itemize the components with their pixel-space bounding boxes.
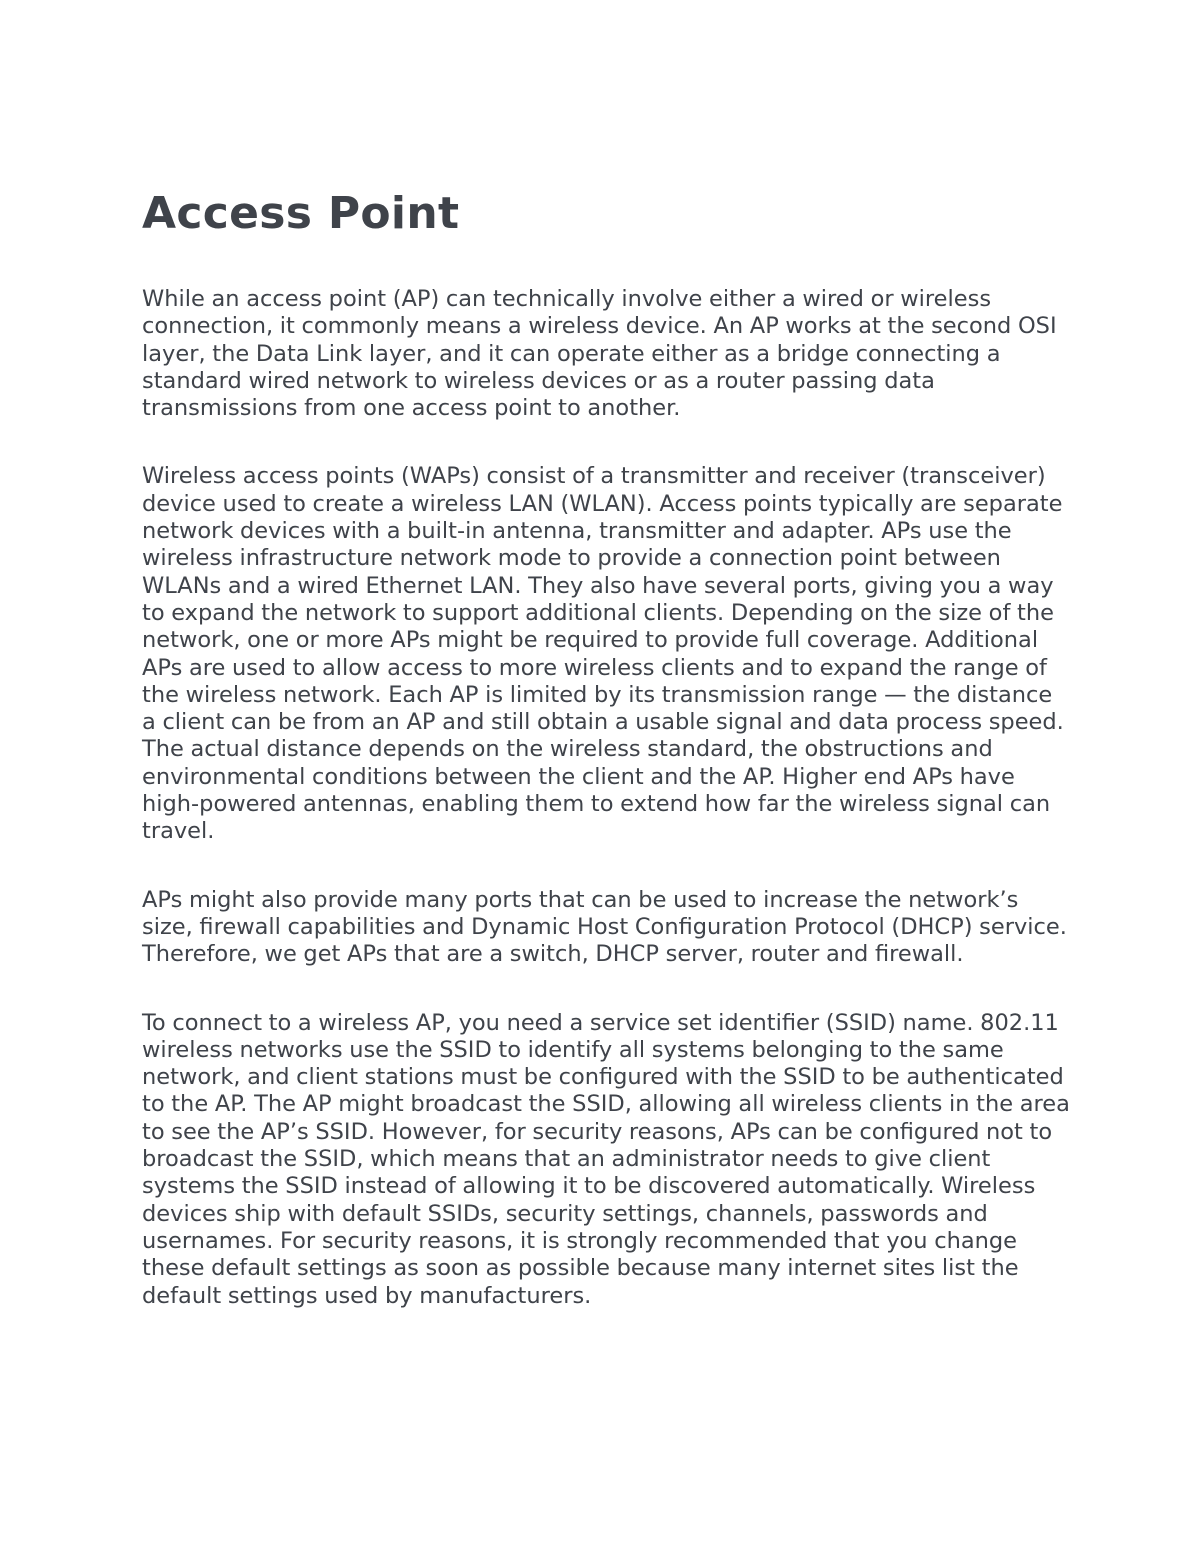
document-body (142, 186, 1072, 1310)
document-title: Access Point (142, 188, 460, 239)
paragraph-ssid: To connect to a wireless AP, you need a service set identifier (SSID) name. 802.11 wireless networks use the SSID to identify all systems belonging to the same network, and client stations must be configured with the SSID to be authenticated to the AP. The AP might broadcast the SSID, allowing all wireless clients in the area to see the AP’s SSID. However, for security reasons, APs can be configured not to broadcast the SSID, which means that an administrator needs to give client systems the SSID instead of allowing it to be discovered automatically. Wireless devices ship with default SSIDs, security settings, channels, passwords and usernames. For security reasons, it is strongly recommended that you change these default settings as soon as possible because many internet sites list the default settings used by manufacturers. (142, 1009, 1070, 1309)
paragraph-wireless-access-points: Wireless access points (WAPs) consist of a transmitter and receiver (transceiver) device used to create a wireless LAN (WLAN). Access points typically are separate network devices with a built-in antenna, transmitter and adapter. APs use the wireless infrastructure network mode to provide a connection point between WLANs and a wired Ethernet LAN. They also have several ports, giving you a way to expand the network to support additional clients. Depending on the size of the network, one or more APs might be required to provide full coverage. Additional APs are used to allow access to more wireless clients and to expand the range of the wireless network. Each AP is limited by its transmission range — the distance a client can be from an AP and still obtain a usable signal and data process speed. The actual distance depends on the wireless standard, the obstructions and environmental conditions between the client and the AP. Higher end APs have high-powered antennas, enabling them to extend how far the wireless signal can travel. (142, 463, 1064, 845)
paragraph-access-point-definition: While an access point (AP) can technically involve either a wired or wireless connection, it commonly means a wireless device. An AP works at the second OSI layer, the Data Link layer, and it can operate either as a bridge connecting a standard wired network to wireless devices or as a router passing data transmissions from one access point to another. (142, 286, 1057, 422)
paragraph-ap-features: APs might also provide many ports that can be used to increase the network’s size, firewall capabilities and Dynamic Host Configuration Protocol (DHCP) service. Therefore, we get APs that are a switch, DHCP server, router and firewall. (142, 886, 1067, 968)
